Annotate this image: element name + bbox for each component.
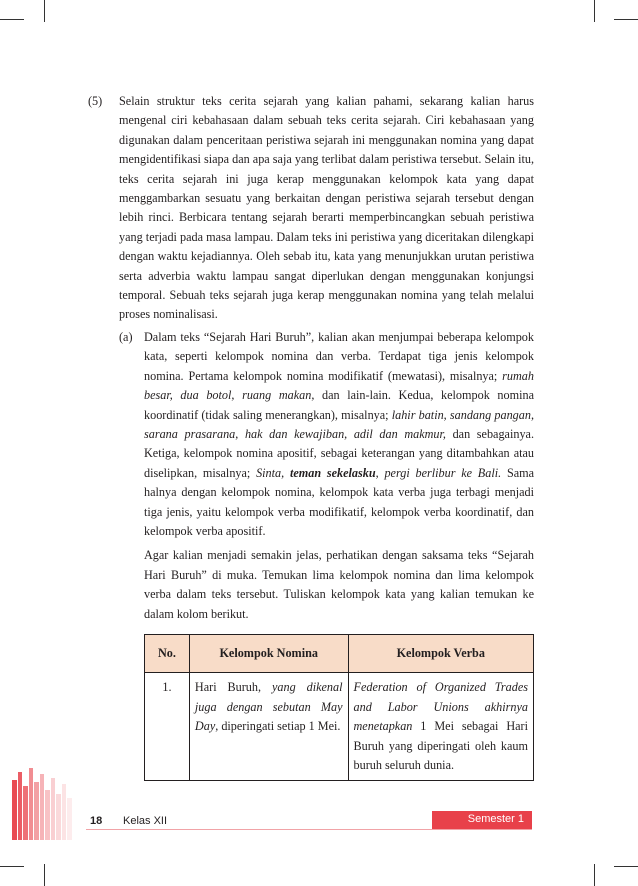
crop-mark xyxy=(0,866,24,867)
cell-italic: yang dikenal juga dengan sebutan May Day xyxy=(194,680,343,734)
crop-mark xyxy=(594,0,595,22)
header-no: No. xyxy=(145,634,190,672)
crop-mark xyxy=(44,864,45,886)
example-italic: hak dan kewajiban, adil dan makmur, xyxy=(244,426,446,441)
paragraph-a-label: (a) xyxy=(119,329,133,344)
example-italic: Sinta, xyxy=(256,465,285,480)
text-segment: dan lain-lain. Kedua, kelompok nomina koordinatif (tidak saling menerangkan), misalnya; xyxy=(144,388,534,422)
table-header-row xyxy=(145,634,534,672)
cell-no: 1. xyxy=(145,673,190,781)
table-row xyxy=(145,673,534,781)
class-label: Kelas XII xyxy=(123,815,168,827)
example-bold-italic: teman sekelasku xyxy=(289,465,376,480)
page-number: 18 xyxy=(90,815,103,827)
text-segment: Sama halnya dengan kelompok nomina, kelompok kata verba juga terbagi menjadi tiga jenis, yaitu kelompok verba modifikatif, kelompok verba koordinatif, dan kelompok verba apositif. xyxy=(144,465,535,538)
cell-italic: Federation of Organized Trades and Labor Unions akhirnya menetapkan xyxy=(353,680,528,734)
header-nomina: Kelompok Nomina xyxy=(189,634,348,672)
paragraph-5-text: Selain struktur teks cerita sejarah yang kalian pahami, sekarang kalian harus mengenal ciri kebahasaan dalam sebuah teks cerita sejarah. Ciri kebahasaan yang digunakan dalam penceritaan peristiwa sejarah ini menggunakan nomina yang dapat mengidentifikasi siapa dan apa saja yang terlibat dalam peristiwa tersebut. Selain itu, teks cerita sejarah ini juga kerap menggunakan kelompok kata yang dapat menggambarkan sesuatu yang berkaitan dengan peristiwa sejarah tersebut dengan lebih rinci. Berbicara tentang sejarah berarti memperbincangkan sebuah peristiwa yang terjadi pada masa lampau. Dalam teks ini peristiwa yang diceritakan dilengkapi dengan waktu kejadiannya. Oleh sebab itu, kata yang menunjukkan urutan peristiwa serta adverbia waktu lampau sangat diperlukan dengan menggunakan konjungsi temporal. Sebuah teks sejarah juga kerap menggunakan nomina yang telah melalui proses nominalisasi. xyxy=(119,94,534,322)
cell-text: Hari Buruh, xyxy=(194,680,272,695)
paragraph-number: (5) xyxy=(88,94,103,108)
crop-mark xyxy=(0,19,24,20)
example-italic: rumah besar, dua botol, ruang makan, xyxy=(144,368,534,403)
header-verba: Kelompok Verba xyxy=(348,634,534,672)
word-group-table xyxy=(144,634,534,781)
footer-rule xyxy=(86,829,532,830)
example-italic: lahir batin, sandang pangan, sarana prasarana xyxy=(144,407,534,441)
crop-mark xyxy=(614,866,638,867)
paragraph-a xyxy=(119,328,534,541)
crop-mark xyxy=(594,864,595,886)
semester-label: Semester 1 xyxy=(467,813,524,825)
paragraph-instruction: Agar kalian menjadi semakin jelas, perhatikan dengan saksama teks “Sejarah Hari Buruh” di muka. Temukan lima kelompok nomina dan lima kelompok verba dalam teks tersebut. Tuliskan kelompok kata yang kalian temukan ke dalam kolom berikut. xyxy=(144,548,534,621)
example-italic: , pergi berlibur ke Bali. xyxy=(375,465,502,480)
cell-text: , diperingati setiap 1 Mei. xyxy=(215,719,341,734)
text-segment: Dalam teks “Sejarah Hari Buruh”, kalian akan menjumpai beberapa kelompok kata, seperti kelompok nomina dan verba. Terdapat tiga jenis kelompok nomina. Pertama kelompok nomina modifikatif (mewatasi), misalnya; xyxy=(144,329,534,383)
cell-nomina xyxy=(189,673,348,781)
text-segment: , xyxy=(235,426,245,441)
crop-mark xyxy=(44,0,45,22)
text-segment: dan sebagainya. Ketiga, kelompok nomina apositif, sebagai keterangan yang ditambahkan atau diselipkan, misalnya; xyxy=(144,426,534,480)
page-content xyxy=(88,92,534,781)
cell-text: 1 Mei sebagai Hari Buruh yang diperingati oleh kaum buruh seluruh dunia. xyxy=(353,719,528,772)
cell-verba xyxy=(348,673,534,781)
paragraph-5 xyxy=(88,92,534,325)
footer-stripes-decoration xyxy=(0,760,125,850)
semester-badge xyxy=(432,811,532,829)
crop-mark xyxy=(614,19,638,20)
